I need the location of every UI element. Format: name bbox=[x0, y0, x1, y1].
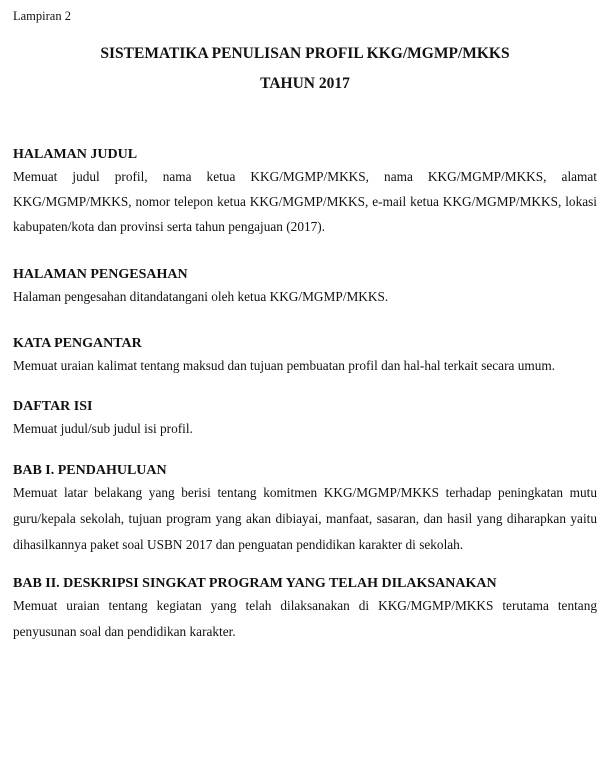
section-bab-2-deskripsi bbox=[13, 575, 597, 645]
section-text: Memuat judul/sub judul isi profil. bbox=[13, 421, 193, 436]
section-text: Memuat uraian kalimat tentang maksud dan tujuan pembuatan profil dan hal-hal terkait secara umum. bbox=[13, 358, 556, 373]
section-text: Memuat uraian tentang kegiatan yang telah dilaksanakan di KKG/MGMP/MKKS terutama tentang penyusunan soal dan pendidikan karakter. bbox=[13, 598, 597, 639]
section-text: Memuat judul profil, nama ketua KKG/MGMP/MKKS, nama KKG/MGMP/MKKS, alamat KKG/MGMP/MKKS, nomor telepon ketua KKG/MGMP/MKKS, e-mail ketua KKG/MGMP/MKKS, lokasi kabupaten/kota dan provinsi serta tahun pengajuan (2017). bbox=[13, 169, 597, 234]
section-heading: HALAMAN PENGESAHAN bbox=[13, 267, 188, 282]
document-year: TAHUN 2017 bbox=[260, 75, 350, 92]
section-heading: BAB I. PENDAHULUAN bbox=[13, 463, 167, 478]
section-halaman-judul bbox=[13, 146, 597, 239]
section-heading: HALAMAN JUDUL bbox=[13, 147, 138, 162]
section-text: Memuat latar belakang yang berisi tentang komitmen KKG/MGMP/MKKS terhadap peningkatan mutu guru/kepala sekolah, tujuan program yang akan dibiayai, manfaat, sasaran, dan hasil yang diharapkan yaitu dihasilkannya paket soal USBN 2017 dan penguatan pendidikan karakter di sekolah. bbox=[13, 485, 597, 552]
section-text: Halaman pengesahan ditandatangani oleh ketua KKG/MGMP/MKKS. bbox=[13, 289, 389, 304]
attachment-label: Lampiran 2 bbox=[13, 9, 71, 23]
document-title: SISTEMATIKA PENULISAN PROFIL KKG/MGMP/MKKS bbox=[100, 45, 510, 62]
section-kata-pengantar bbox=[13, 335, 597, 379]
section-heading: KATA PENGANTAR bbox=[13, 336, 142, 351]
section-heading: BAB II. DESKRIPSI SINGKAT PROGRAM YANG TELAH DILAKSANAKAN bbox=[13, 576, 497, 591]
section-heading: DAFTAR ISI bbox=[13, 399, 93, 414]
section-daftar-isi bbox=[13, 398, 597, 442]
section-bab-1-pendahuluan bbox=[13, 462, 597, 558]
section-halaman-pengesahan bbox=[13, 266, 597, 310]
